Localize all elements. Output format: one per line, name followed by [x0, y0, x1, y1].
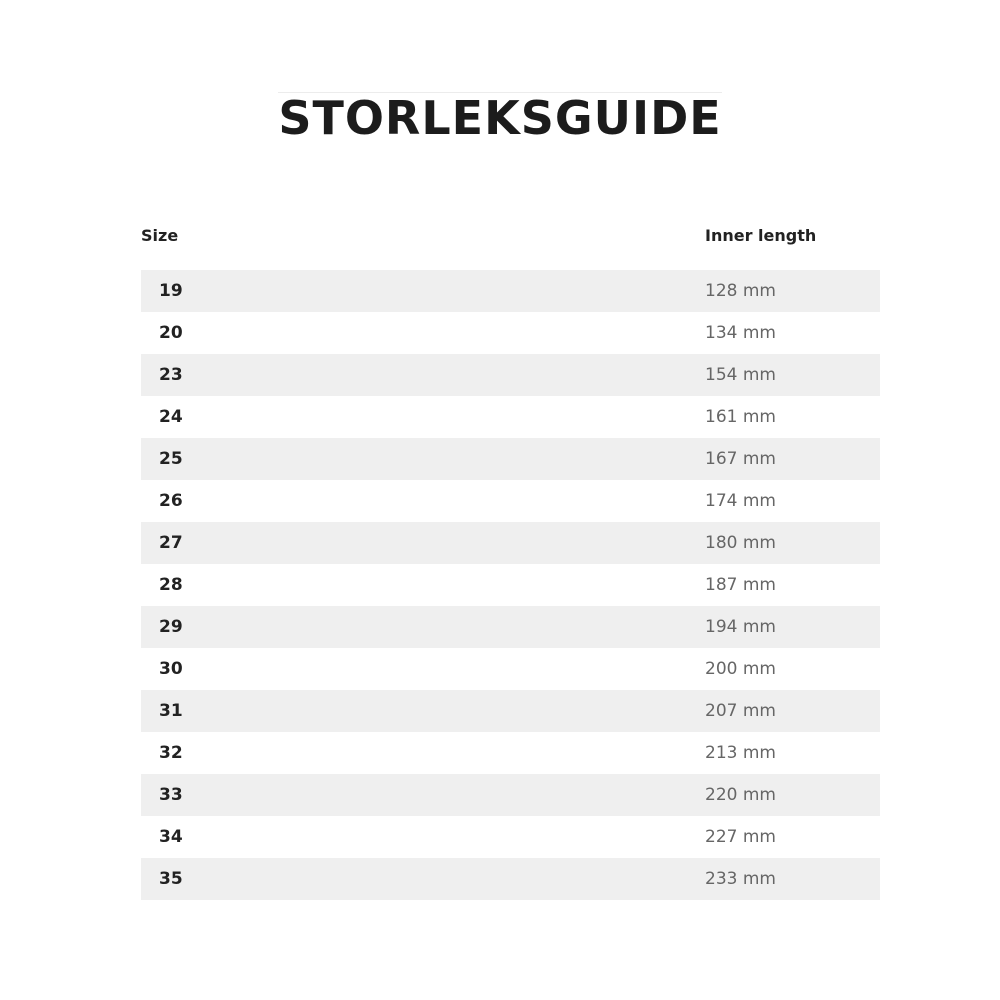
inner-length-cell: 134 mm [705, 323, 776, 343]
inner-length-cell: 174 mm [705, 491, 776, 511]
inner-length-cell: 220 mm [705, 785, 776, 805]
header-size: Size [141, 226, 179, 245]
inner-length-cell: 180 mm [705, 533, 776, 553]
table-row [141, 270, 880, 312]
inner-length-cell: 200 mm [705, 659, 776, 679]
inner-length-cell: 161 mm [705, 407, 776, 427]
size-cell: 35 [159, 869, 183, 889]
size-cell: 23 [159, 365, 183, 385]
size-cell: 27 [159, 533, 183, 553]
size-cell: 25 [159, 449, 183, 469]
title-container [0, 91, 1000, 145]
inner-length-cell: 167 mm [705, 449, 776, 469]
size-cell: 28 [159, 575, 183, 595]
size-cell: 32 [159, 743, 183, 763]
table-header [141, 222, 880, 252]
table-row [141, 732, 880, 774]
table-row [141, 312, 880, 354]
table-row [141, 606, 880, 648]
size-cell: 29 [159, 617, 183, 637]
table-row [141, 438, 880, 480]
header-inner-length: Inner length [705, 226, 817, 245]
table-row [141, 396, 880, 438]
inner-length-cell: 154 mm [705, 365, 776, 385]
size-cell: 30 [159, 659, 183, 679]
inner-length-cell: 213 mm [705, 743, 776, 763]
inner-length-cell: 194 mm [705, 617, 776, 637]
table-row [141, 858, 880, 900]
size-cell: 31 [159, 701, 183, 721]
size-cell: 20 [159, 323, 183, 343]
size-cell: 26 [159, 491, 183, 511]
table-row [141, 690, 880, 732]
size-cell: 33 [159, 785, 183, 805]
table-row [141, 354, 880, 396]
table-row [141, 522, 880, 564]
size-cell: 19 [159, 281, 183, 301]
table-body [141, 270, 880, 900]
inner-length-cell: 128 mm [705, 281, 776, 301]
inner-length-cell: 207 mm [705, 701, 776, 721]
inner-length-cell: 233 mm [705, 869, 776, 889]
inner-length-cell: 227 mm [705, 827, 776, 847]
table-row [141, 564, 880, 606]
table-row [141, 480, 880, 522]
page-title: STORLEKSGUIDE [278, 91, 722, 145]
table-row [141, 648, 880, 690]
table-row [141, 774, 880, 816]
table-row [141, 816, 880, 858]
size-guide-table [141, 222, 880, 900]
size-cell: 24 [159, 407, 183, 427]
size-cell: 34 [159, 827, 183, 847]
inner-length-cell: 187 mm [705, 575, 776, 595]
